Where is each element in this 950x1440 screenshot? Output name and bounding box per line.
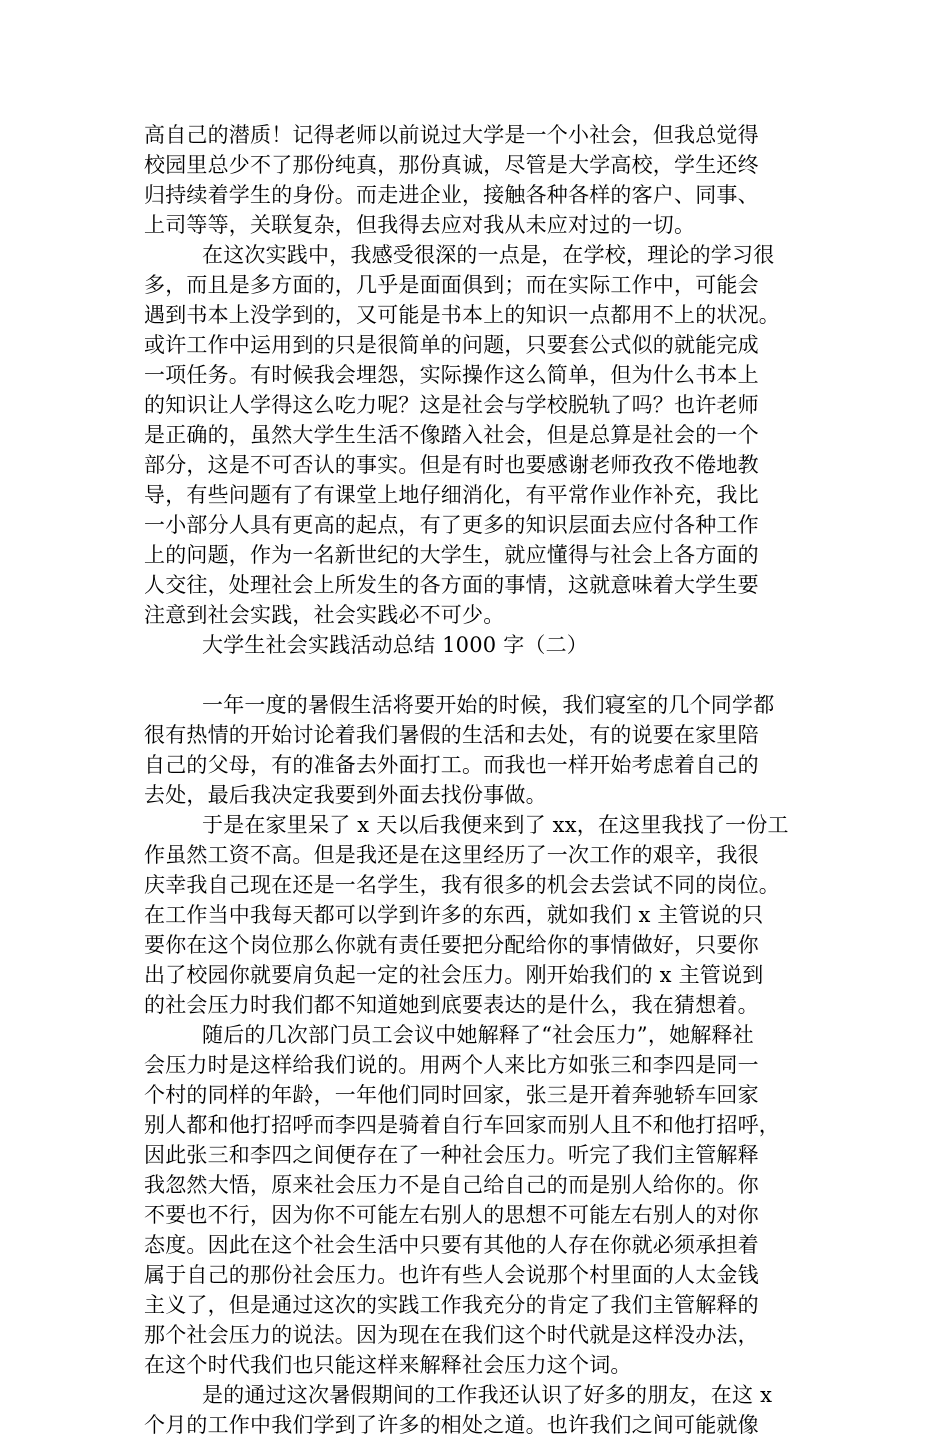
paragraph-line: 因此张三和李四之间便存在了一种社会压力。听完了我们主管解释: [144, 1143, 759, 1167]
paragraph-line: 是的通过这次暑假期间的工作我还认识了好多的朋友，在这 x: [202, 1383, 773, 1407]
paragraph-line: 高自己的潜质！记得老师以前说过大学是一个小社会，但我总觉得: [144, 123, 759, 147]
paragraph-line: 不要也不行，因为你不可能左右别人的思想不可能左右别人的对你: [144, 1203, 759, 1227]
paragraph-line: 校园里总少不了那份纯真，那份真诚，尽管是大学高校，学生还终: [144, 153, 759, 177]
paragraph-line: 于是在家里呆了 x 天以后我便来到了 xx，在这里我找了一份工: [202, 813, 789, 837]
paragraph-line: 一小部分人具有更高的起点，有了更多的知识层面去应付各种工作: [144, 513, 759, 537]
paragraph-line: 部分，这是不可否认的事实。但是有时也要感谢老师孜孜不倦地教: [144, 453, 759, 477]
paragraph-line: 导，有些问题有了有课堂上地仔细消化，有平常作业作补充，我比: [144, 483, 759, 507]
section-heading: 大学生社会实践活动总结 1000 字（二）: [202, 633, 588, 657]
paragraph-line: 庆幸我自己现在还是一名学生，我有很多的机会去尝试不同的岗位。: [144, 873, 780, 897]
paragraph-line: 归持续着学生的身份。而走进企业，接触各种各样的客户、同事、: [144, 183, 759, 207]
paragraph-line: 在工作当中我每天都可以学到许多的东西，就如我们 x 主管说的只: [144, 903, 764, 927]
paragraph-line: 遇到书本上没学到的，又可能是书本上的知识一点都用不上的状况。: [144, 303, 780, 327]
paragraph-line: 个村的同样的年龄，一年他们同时回家，张三是开着奔驰轿车回家: [144, 1083, 759, 1107]
paragraph-line: 上的问题，作为一名新世纪的大学生，就应懂得与社会上各方面的: [144, 543, 759, 567]
paragraph-line: 出了校园你就要肩负起一定的社会压力。刚开始我们的 x 主管说到: [144, 963, 764, 987]
paragraph-line: 会压力时是这样给我们说的。用两个人来比方如张三和李四是同一: [144, 1053, 759, 1077]
paragraph-line: 的知识让人学得这么吃力呢？这是社会与学校脱轨了吗？也许老师: [144, 393, 759, 417]
paragraph-line: 个月的工作中我们学到了许多的相处之道。也许我们之间可能就像: [144, 1413, 759, 1437]
paragraph-line: 属于自己的那份社会压力。也许有些人会说那个村里面的人太金钱: [144, 1263, 759, 1287]
document-page: [144, 120, 808, 1440]
paragraph-line: 的社会压力时我们都不知道她到底要表达的是什么，我在猜想着。: [144, 993, 759, 1017]
paragraph-line: 一年一度的暑假生活将要开始的时候，我们寝室的几个同学都: [202, 693, 775, 717]
paragraph-line: 那个社会压力的说法。因为现在在我们这个时代就是这样没办法，: [144, 1323, 759, 1347]
paragraph-line: 作虽然工资不高。但是我还是在这里经历了一次工作的艰辛，我很: [144, 843, 759, 867]
paragraph-line: 自己的父母，有的准备去外面打工。而我也一样开始考虑着自己的: [144, 753, 759, 777]
paragraph-line: 我忽然大悟，原来社会压力不是自己给自己的而是别人给你的。你: [144, 1173, 759, 1197]
paragraph-line: 随后的几次部门员工会议中她解释了“社会压力”，她解释社: [202, 1023, 754, 1047]
paragraph-line: 上司等等，关联复杂，但我得去应对我从未应对过的一切。: [144, 213, 696, 237]
paragraph-line: 人交往，处理社会上所发生的各方面的事情，这就意味着大学生要: [144, 573, 759, 597]
paragraph-line: 主义了，但是通过这次的实践工作我充分的肯定了我们主管解释的: [144, 1293, 759, 1317]
paragraph-line: 注意到社会实践，社会实践必不可少。: [144, 603, 505, 627]
paragraph-line: 去处，最后我决定我要到外面去找份事做。: [144, 783, 547, 807]
paragraph-line: 在这次实践中，我感受很深的一点是，在学校，理论的学习很: [202, 243, 775, 267]
paragraph-line: 是正确的，虽然大学生生活不像踏入社会，但是总算是社会的一个: [144, 423, 759, 447]
paragraph-line: 多，而且是多方面的，几乎是面面俱到；而在实际工作中，可能会: [144, 273, 759, 297]
paragraph-line: 一项任务。有时候我会埋怨，实际操作这么简单，但为什么书本上: [144, 363, 759, 387]
paragraph-line: 很有热情的开始讨论着我们暑假的生活和去处，有的说要在家里陪: [144, 723, 759, 747]
paragraph-line: 态度。因此在这个社会生活中只要有其他的人存在你就必须承担着: [144, 1233, 759, 1257]
paragraph-line: 或许工作中运用到的只是很简单的问题，只要套公式似的就能完成: [144, 333, 759, 357]
blank-line: [144, 660, 808, 690]
paragraph-line: 在这个时代我们也只能这样来解释社会压力这个词。: [144, 1353, 632, 1377]
paragraph-line: 别人都和他打招呼而李四是骑着自行车回家而别人且不和他打招呼，: [144, 1113, 780, 1137]
paragraph-line: 要你在这个岗位那么你就有责任要把分配给你的事情做好，只要你: [144, 933, 759, 957]
